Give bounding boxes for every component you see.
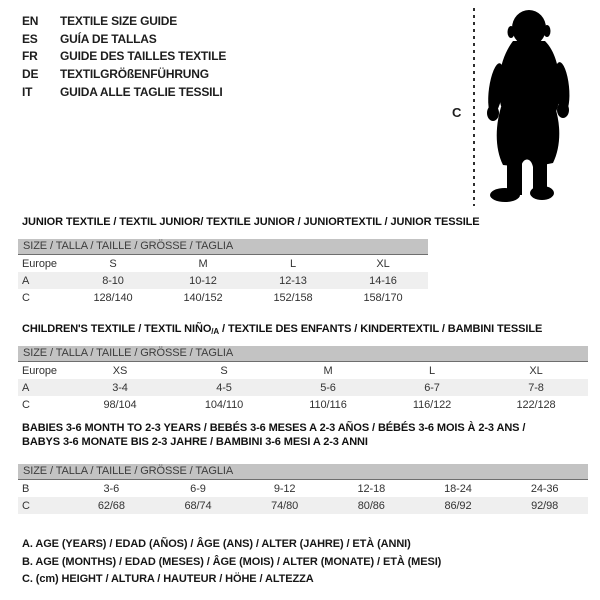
- height-cell: 68/74: [184, 499, 212, 512]
- row-label: A: [22, 381, 30, 394]
- size-cell: M: [198, 257, 208, 270]
- language-code: DE: [22, 67, 39, 82]
- height-cell: 152/158: [273, 291, 313, 304]
- table-row-height: [18, 396, 588, 413]
- language-title: GUIDE DES TAILLES TEXTILE: [60, 49, 227, 64]
- babies-title-line2: BABYS 3-6 MONATE BIS 2-3 JAHRE / BAMBINI 3-6 MESI A 2-3 ANNI: [22, 436, 368, 448]
- height-measure-dashed-line: [473, 8, 475, 206]
- language-code: EN: [22, 13, 39, 28]
- age-cell: 5-6: [320, 381, 336, 394]
- size-cell: XL: [376, 257, 390, 270]
- age-cell: 10-12: [189, 274, 217, 287]
- height-cell: 116/122: [412, 398, 452, 411]
- age-cell: 9-12: [273, 482, 296, 495]
- height-measure-label: C: [452, 105, 462, 120]
- row-label: Europe: [22, 257, 57, 270]
- table-row-height: [18, 497, 588, 514]
- note-age-years: A. AGE (YEARS) / EDAD (AÑOS) / ÂGE (ANS) / ALTER (JAHRE) / ETÀ (ANNI): [22, 538, 411, 550]
- table-row-height: [18, 289, 428, 306]
- children-table-title: [22, 323, 542, 336]
- age-cell: 12-13: [279, 274, 307, 287]
- height-cell: 80/86: [357, 499, 385, 512]
- age-cell: 3-4: [112, 381, 128, 394]
- language-code: IT: [22, 85, 33, 100]
- table-row-europe: [18, 255, 428, 272]
- language-row-de: [22, 65, 226, 83]
- babies-table-title: [22, 421, 582, 449]
- size-header-bar: SIZE / TALLA / TAILLE / GRÖSSE / TAGLIA: [18, 346, 588, 362]
- row-label: C: [22, 291, 30, 304]
- language-row-it: [22, 83, 226, 101]
- age-cell: 14-16: [369, 274, 397, 287]
- age-cell: 6-7: [424, 381, 440, 394]
- junior-size-table: [18, 239, 428, 306]
- age-cell: 8-10: [102, 274, 124, 287]
- table-row-age-months: [18, 480, 588, 497]
- row-label: C: [22, 398, 30, 411]
- babies-size-table: [18, 464, 588, 514]
- height-cell: 92/98: [531, 499, 559, 512]
- size-cell: S: [220, 364, 228, 377]
- height-cell: 140/152: [183, 291, 223, 304]
- height-cell: 86/92: [444, 499, 472, 512]
- row-label: Europe: [22, 364, 57, 377]
- row-label: A: [22, 274, 30, 287]
- age-cell: 24-36: [530, 482, 559, 495]
- row-label: B: [22, 482, 30, 495]
- height-cell: 104/110: [204, 398, 244, 411]
- height-cell: 122/128: [516, 398, 556, 411]
- table-row-age: [18, 379, 588, 396]
- children-title-suffix: / TEXTILE DES ENFANTS / KINDERTEXTIL / BAMBINI TESSILE: [219, 323, 543, 335]
- height-cell: 110/116: [309, 398, 347, 411]
- language-title: GUIDA ALLE TAGLIE TESSILI: [60, 85, 223, 100]
- language-code: ES: [22, 31, 38, 46]
- height-cell: 74/80: [271, 499, 299, 512]
- age-cell: 7-8: [528, 381, 544, 394]
- size-cell: L: [289, 257, 297, 270]
- height-cell: 128/140: [93, 291, 133, 304]
- height-cell: 158/170: [363, 291, 403, 304]
- age-cell: 12-18: [357, 482, 386, 495]
- size-cell: XS: [112, 364, 128, 377]
- children-title-subscript: /A: [211, 327, 220, 336]
- age-cell: 3-6: [103, 482, 120, 495]
- language-code: FR: [22, 49, 38, 64]
- age-cell: 6-9: [190, 482, 206, 495]
- row-label: C: [22, 499, 30, 512]
- language-row-es: [22, 30, 226, 48]
- baby-silhouette-figure: [483, 7, 573, 207]
- language-list: [22, 12, 226, 101]
- junior-table-title: JUNIOR TEXTILE / TEXTIL JUNIOR/ TEXTILE JUNIOR / JUNIORTEXTIL / JUNIOR TESSILE: [22, 216, 480, 228]
- note-height-cm: C. (cm) HEIGHT / ALTURA / HAUTEUR / HÖHE / ALTEZZA: [22, 573, 314, 585]
- table-row-age: [18, 272, 428, 289]
- height-cell: 98/104: [103, 398, 137, 411]
- size-cell: XL: [529, 364, 543, 377]
- table-row-europe: [18, 362, 588, 379]
- size-cell: M: [323, 364, 333, 377]
- size-cell: S: [109, 257, 117, 270]
- babies-title-line1: BABIES 3-6 MONTH TO 2-3 YEARS / BEBÉS 3-6 MESES A 2-3 AÑOS / BÉBÉS 3-6 MOIS À 2-3 ANS /: [22, 422, 526, 434]
- language-row-fr: [22, 48, 226, 66]
- age-cell: 4-5: [216, 381, 232, 394]
- age-cell: 18-24: [444, 482, 472, 495]
- language-title: TEXTILGRÖßENFÜHRUNG: [60, 67, 209, 82]
- size-header-bar: SIZE / TALLA / TAILLE / GRÖSSE / TAGLIA: [18, 464, 588, 480]
- size-header-bar: SIZE / TALLA / TAILLE / GRÖSSE / TAGLIA: [18, 239, 428, 255]
- legend-notes: [22, 536, 441, 589]
- note-age-months: B. AGE (MONTHS) / EDAD (MESES) / ÂGE (MOIS) / ALTER (MONATE) / ETÀ (MESI): [22, 555, 442, 568]
- children-title-prefix: CHILDREN'S TEXTILE / TEXTIL NIÑO: [22, 323, 212, 335]
- language-row-en: [22, 12, 226, 30]
- children-size-table: [18, 346, 588, 413]
- size-cell: L: [428, 364, 436, 377]
- language-title: GUÍA DE TALLAS: [60, 31, 157, 46]
- height-cell: 62/68: [97, 499, 125, 512]
- language-title: TEXTILE SIZE GUIDE: [60, 13, 178, 28]
